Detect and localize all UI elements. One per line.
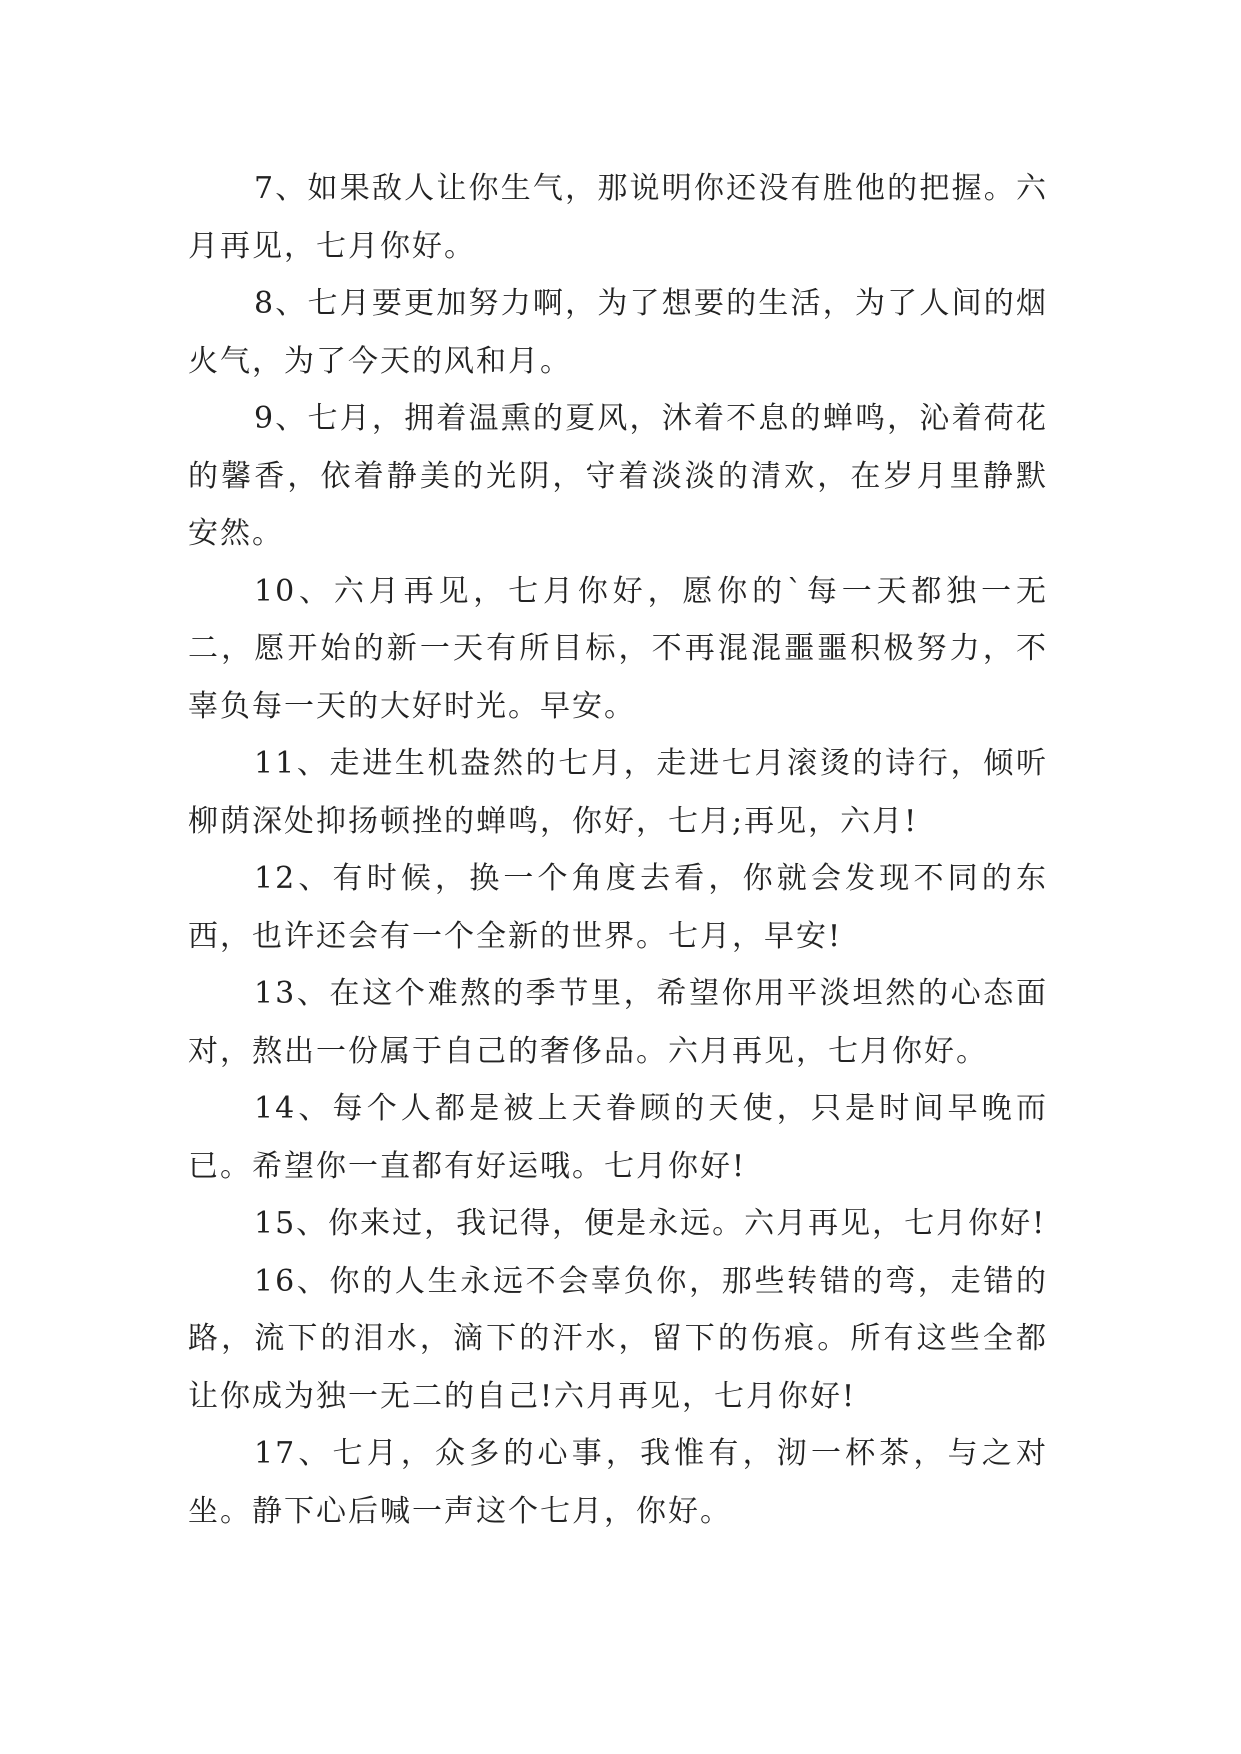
paragraph-12: 12、有时候，换一个角度去看，你就会发现不同的东西，也许还会有一个全新的世界。七月，早安! bbox=[188, 861, 1048, 954]
paragraph-16: 16、你的人生永远不会辜负你，那些转错的弯，走错的路，流下的泪水，滴下的汗水，留下的伤痕。所有这些全都让你成为独一无二的自己!六月再见，七月你好! bbox=[188, 1263, 1048, 1414]
paragraph-8: 8、七月要更加努力啊，为了想要的生活，为了人间的烟火气，为了今天的风和月。 bbox=[188, 286, 1048, 379]
paragraph-11: 11、走进生机盎然的七月，走进七月滚烫的诗行，倾听柳荫深处抑扬顿挫的蝉鸣，你好，七月;再见，六月! bbox=[188, 746, 1048, 839]
paragraph-15: 15、你来过，我记得，便是永远。六月再见，七月你好! bbox=[254, 1206, 1047, 1241]
paragraph-17: 17、七月，众多的心事，我惟有，沏一杯茶，与之对坐。静下心后喊一声这个七月，你好。 bbox=[188, 1436, 1048, 1529]
paragraph-13: 13、在这个难熬的季节里，希望你用平淡坦然的心态面对，熬出一份属于自己的奢侈品。六月再见，七月你好。 bbox=[188, 976, 1048, 1069]
paragraph-9: 9、七月，拥着温熏的夏风，沐着不息的蝉鸣，沁着荷花的馨香，依着静美的光阴，守着淡淡的清欢，在岁月里静默安然。 bbox=[188, 401, 1048, 551]
paragraph-10: 10、六月再见，七月你好，愿你的`每一天都独一无二，愿开始的新一天有所目标，不再混混噩噩积极努力，不辜负每一天的大好时光。早安。 bbox=[188, 573, 1048, 724]
paragraph-14: 14、每个人都是被上天眷顾的天使，只是时间早晚而已。希望你一直都有好运哦。七月你好! bbox=[188, 1091, 1048, 1184]
document-body bbox=[188, 160, 1048, 1540]
paragraph-7: 7、如果敌人让你生气，那说明你还没有胜他的把握。六月再见，七月你好。 bbox=[188, 171, 1048, 264]
